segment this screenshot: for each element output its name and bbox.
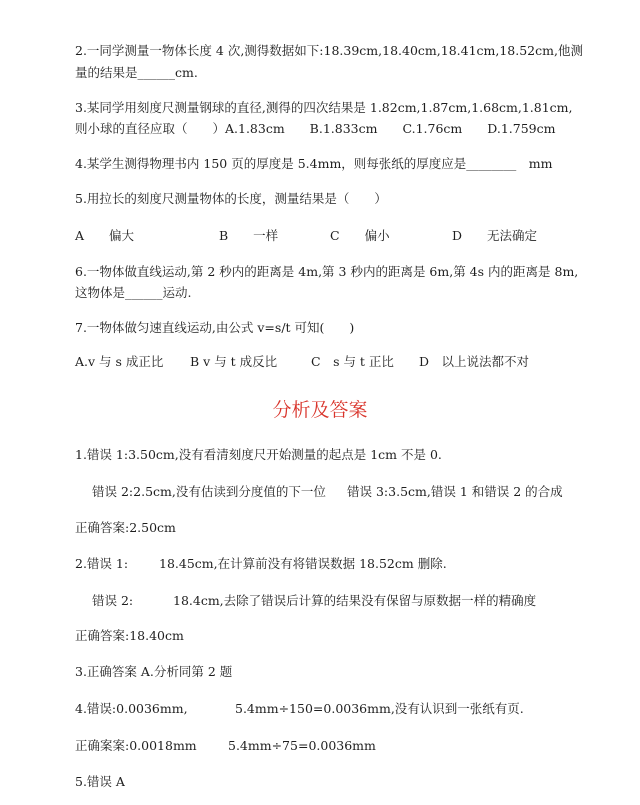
answer-3-line-1: 3.正确答案 A.分析同第 2 题 xyxy=(75,664,233,679)
answer-2-correct: 正确答案:18.40cm xyxy=(75,628,184,643)
answer-1-error-3: 错误 3:3.5cm,错误 1 和错误 2 的合成 xyxy=(347,484,563,499)
question-4-line-1: 4.某学生测得物理书内 150 页的厚度是 5.4mm，则每张纸的厚度应是________ mm xyxy=(75,156,553,171)
question-7-option-a: A.v 与 s 成正比 xyxy=(75,354,164,369)
question-5-option-d: D 无法确定 xyxy=(452,228,538,243)
question-5-option-b: B 一样 xyxy=(219,228,279,243)
section-title: 分析及答案 xyxy=(272,399,368,421)
question-3-line-1: 3.某同学用刻度尺测量钢球的直径,测得的四次结果是 1.82cm,1.87cm,1.68cm,1.81cm, xyxy=(75,100,573,115)
question-7-line-1: 7.一物体做匀速直线运动,由公式 v=s/t 可知( ) xyxy=(75,320,355,335)
answer-5-line-1: 5.错误 A xyxy=(75,774,125,789)
answer-4-correct-text: 5.4mm÷75=0.0036mm xyxy=(228,738,376,753)
answer-4-error-label: 4.错误:0.0036mm, xyxy=(75,701,188,716)
answer-2-error-2-label: 错误 2: xyxy=(92,593,134,608)
answer-2-error-1-label: 2.错误 1: xyxy=(75,556,129,571)
answer-2-error-2-text: 18.4cm,去除了错误后计算的结果没有保留与原数据一样的精确度 xyxy=(173,593,537,608)
question-2-line-1: 2.一同学测量一物体长度 4 次,测得数据如下:18.39cm,18.40cm,18.41cm,18.52cm,他测 xyxy=(75,43,583,58)
question-7-option-d: D 以上说法都不对 xyxy=(419,354,530,369)
question-5-option-c: C 偏小 xyxy=(330,228,390,243)
question-7-option-b: B v 与 t 成反比 xyxy=(190,354,278,369)
question-6-line-1: 6.一物体做直线运动,第 2 秒内的距离是 4m,第 3 秒内的距离是 6m,第 4s 内的距离是 8m, xyxy=(75,264,579,279)
question-6-line-2: 这物体是______运动. xyxy=(75,285,192,300)
answer-1-line-1: 1.错误 1:3.50cm,没有看清刻度尺开始测量的起点是 1cm 不是 0. xyxy=(75,447,442,462)
answer-2-error-1-text: 18.45cm,在计算前没有将错误数据 18.52cm 删除. xyxy=(159,556,447,571)
question-3-line-2: 则小球的直径应取（ ）A.1.83cm B.1.833cm C.1.76cm D.1.759cm xyxy=(75,121,556,136)
question-7-option-c: C s 与 t 正比 xyxy=(311,354,394,369)
answer-1-error-2: 错误 2:2.5cm,没有估读到分度值的下一位 xyxy=(92,484,326,499)
answer-4-correct-label: 正确案案:0.0018mm xyxy=(75,738,197,753)
answer-1-correct: 正确答案:2.50cm xyxy=(75,520,176,535)
question-2-line-2: 量的结果是______cm. xyxy=(75,65,198,80)
question-5-option-a: A 偏大 xyxy=(75,228,135,243)
answer-4-error-text: 5.4mm÷150=0.0036mm,没有认识到一张纸有页. xyxy=(235,701,524,716)
question-5-line-1: 5.用拉长的刻度尺测量物体的长度，测量结果是（ ） xyxy=(75,191,387,206)
